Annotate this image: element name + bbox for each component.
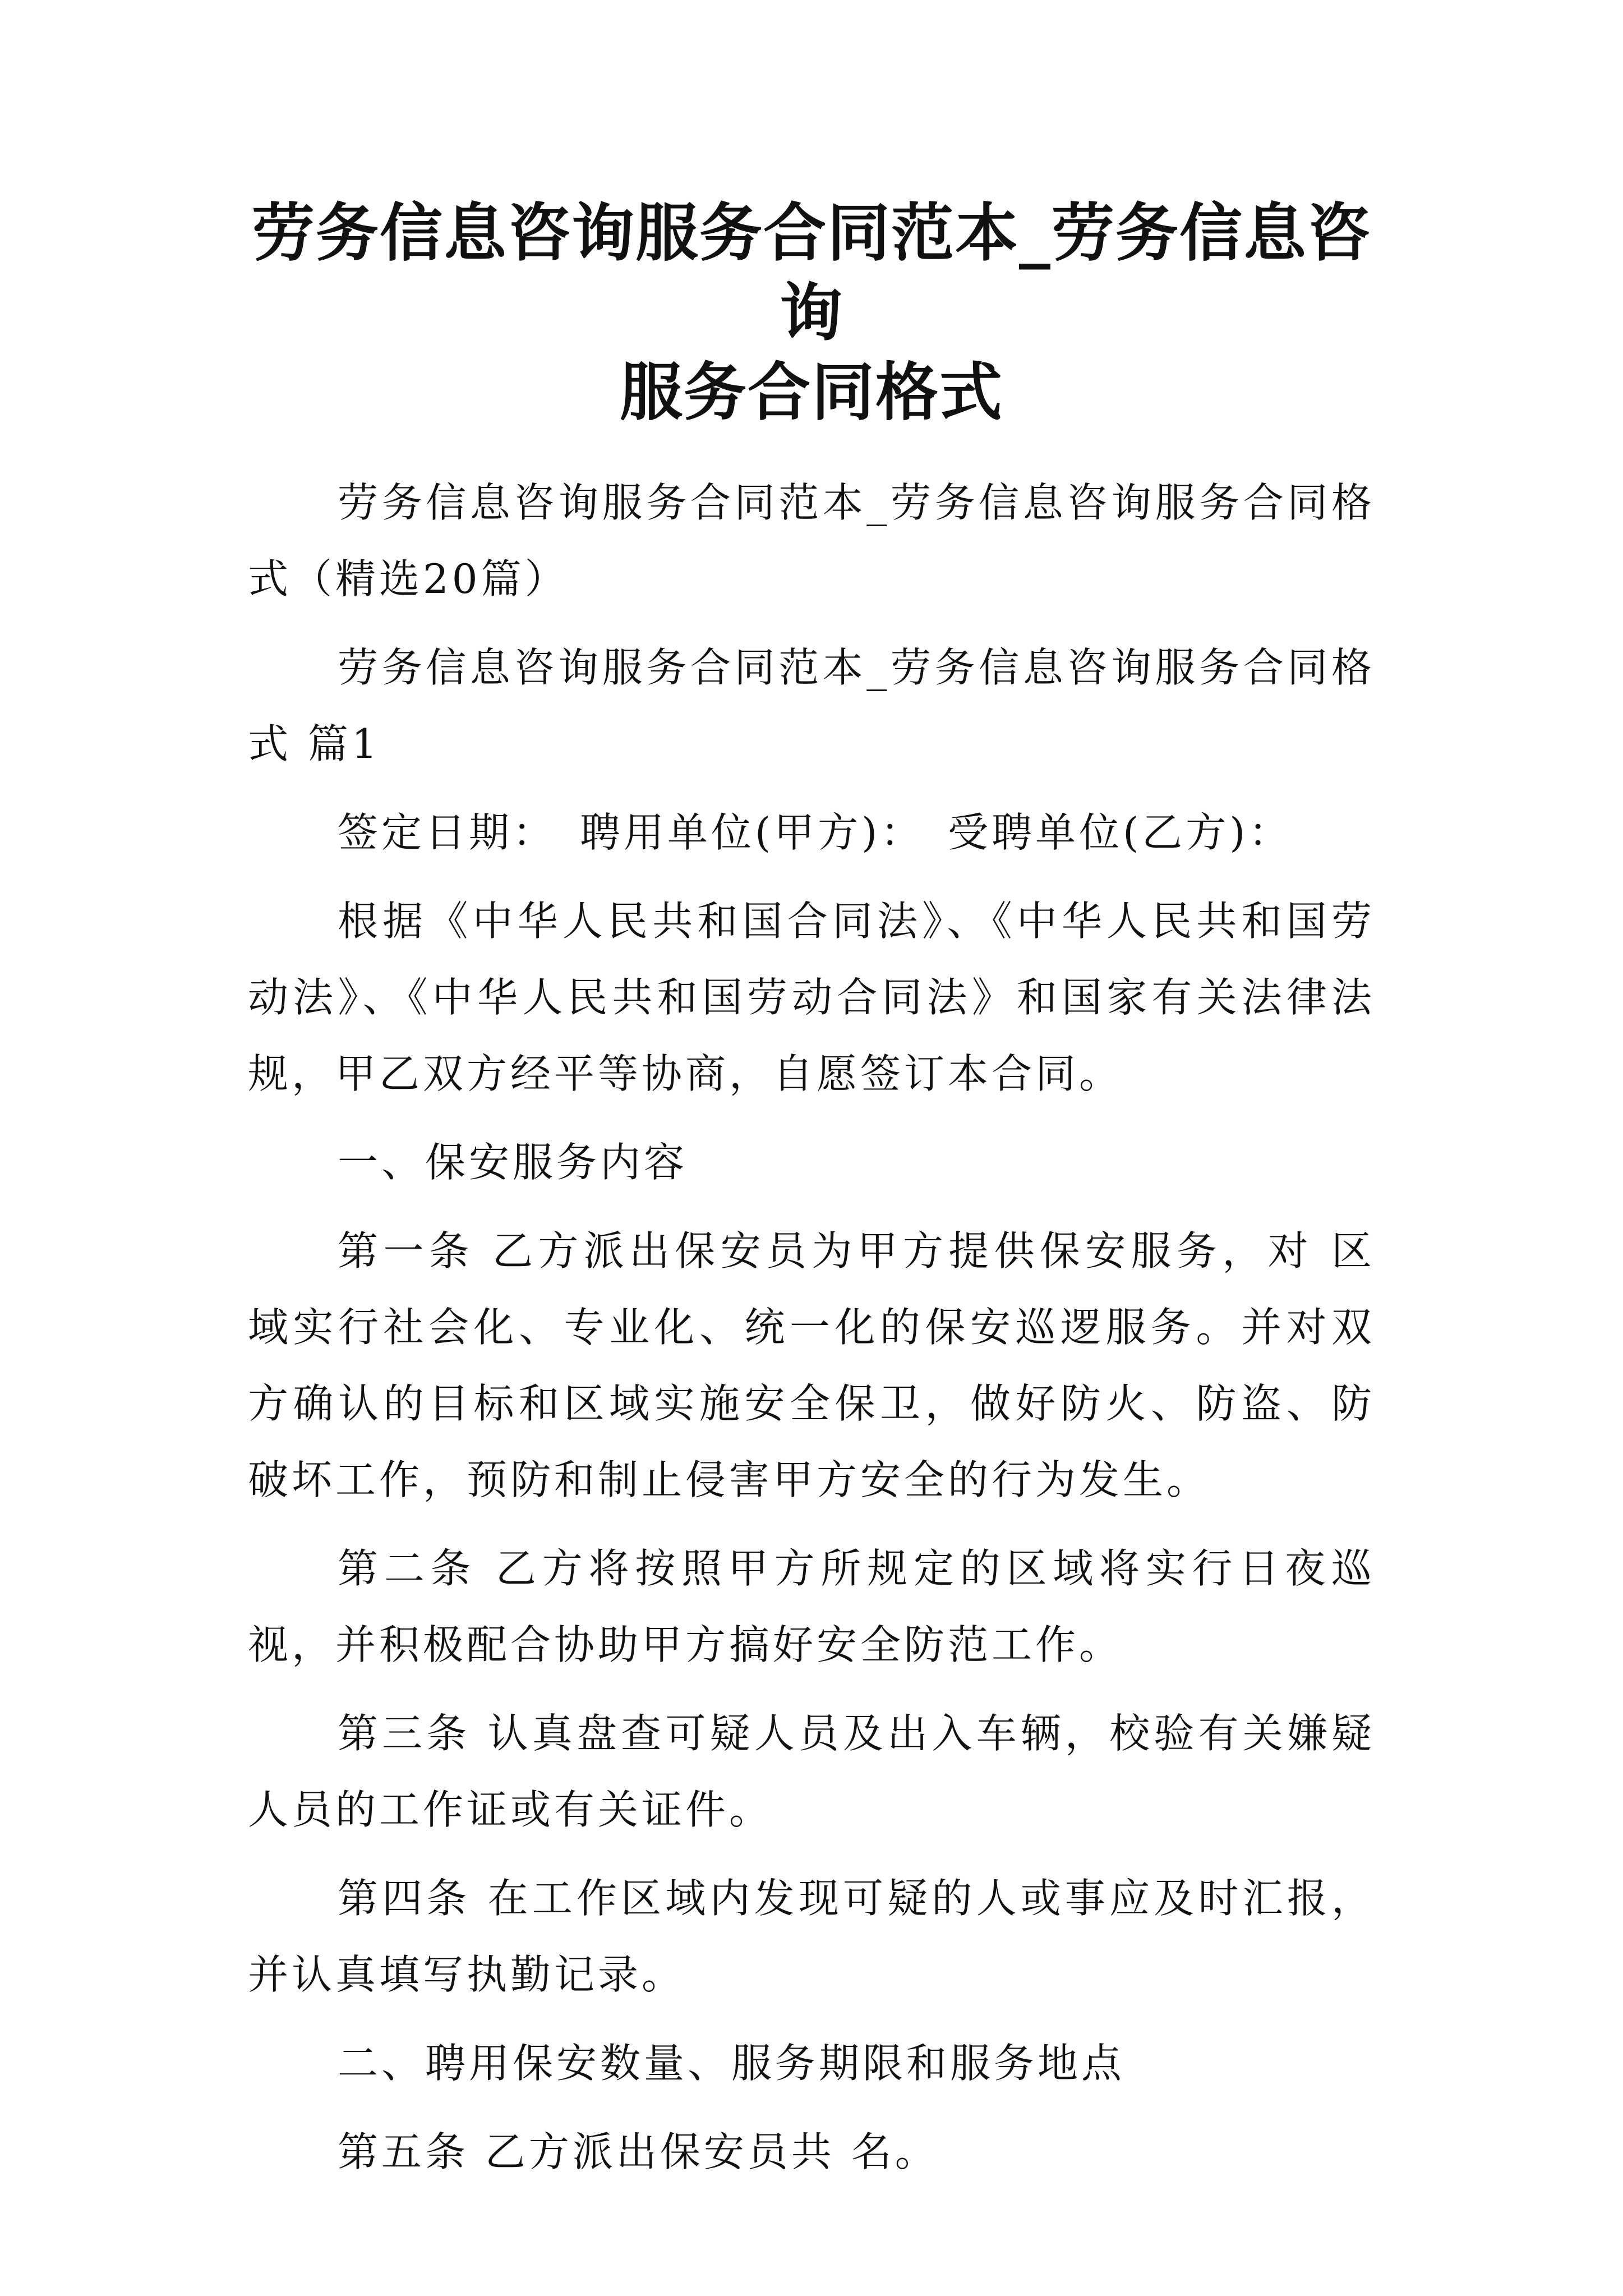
paragraph-signing-info: 签定日期： 聘用单位(甲方)： 受聘单位(乙方)： [338, 809, 1293, 856]
paragraph-heading-quantity: 二、聘用保安数量、服务期限和服务地点 [338, 2040, 1126, 2087]
paragraph-article-1: 第一条 乙方派出保安员为甲方提供保安服务，对 区域实行社会化、专业化、统一化的保安巡逻服务。并对双方确认的目标和区域实施安全保卫，做好防火、防盗、防破坏工作，预防和制止侵害甲方安全的行为发生。 [248, 1227, 1375, 1503]
paragraph-article-4: 第四条 在工作区域内发现可疑的人或事应及时汇报，并认真填写执勤记录。 [248, 1875, 1375, 1998]
paragraph-article-3: 第三条 认真盘查可疑人员及出入车辆，校验有关嫌疑人员的工作证或有关证件。 [248, 1710, 1375, 1833]
paragraph-article-2: 第二条 乙方将按照甲方所规定的区域将实行日夜巡视，并积极配合协助甲方搞好安全防范工作。 [248, 1545, 1375, 1668]
paragraph-subtitle: 劳务信息咨询服务合同范本_劳务信息咨询服务合同格式（精选20篇） [248, 479, 1375, 602]
paragraph-heading-service-content: 一、保安服务内容 [338, 1139, 688, 1186]
title-line-1: 劳务信息咨询服务合同范本_劳务信息咨询 [252, 197, 1371, 349]
document-title [236, 194, 1387, 432]
document-body [248, 464, 1375, 2202]
paragraph-legal-basis: 根据《中华人民共和国合同法》、《中华人民共和国劳动法》、《中华人民共和国劳动合同法》和国家有关法律法规，甲乙双方经平等协商，自愿签订本合同。 [248, 898, 1375, 1097]
paragraph-article-5: 第五条 乙方派出保安员共 名。 [338, 2128, 939, 2175]
paragraph-section-heading: 劳务信息咨询服务合同范本_劳务信息咨询服务合同格式 篇1 [248, 644, 1375, 767]
title-line-2: 服务合同格式 [620, 356, 1003, 429]
